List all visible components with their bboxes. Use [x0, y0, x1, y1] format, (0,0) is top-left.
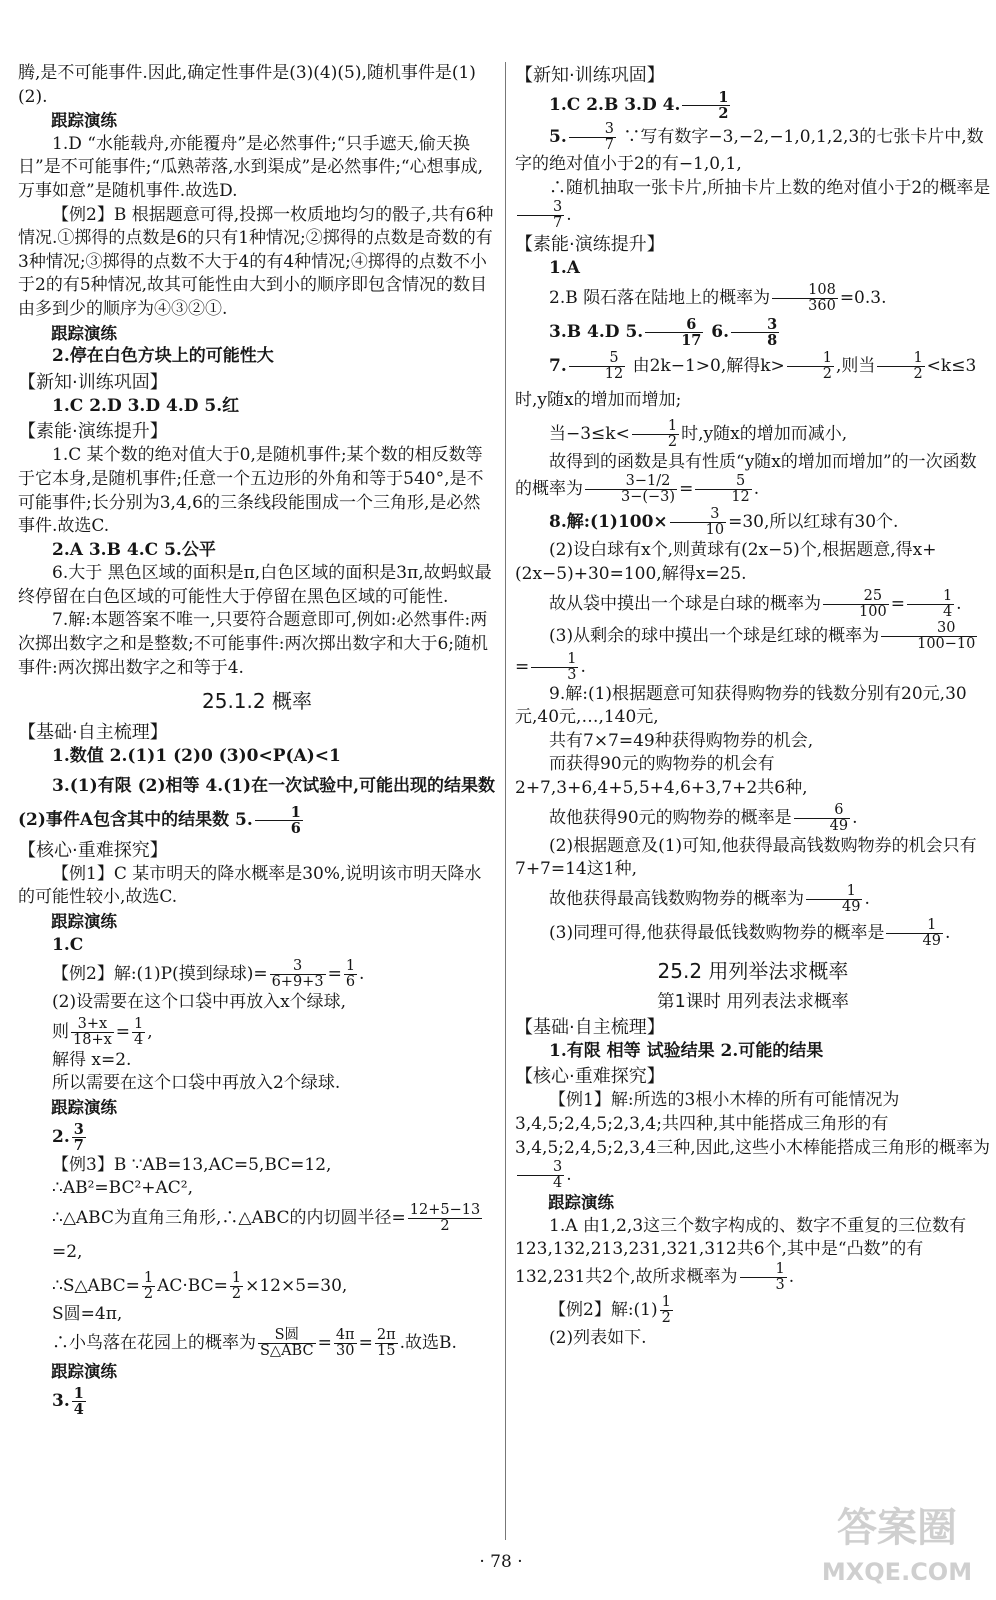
math-line	[515, 916, 991, 950]
numerator: 3−1/2	[585, 474, 677, 490]
section-heading: 25.1.2 概率	[202, 689, 312, 714]
subheading-tracking: 跟踪演练	[51, 323, 117, 343]
fraction	[682, 90, 730, 121]
fraction	[132, 1017, 145, 1048]
math-line: 所以需要在这个口袋中再放入2个绿球.	[52, 1073, 341, 1094]
fraction	[72, 1386, 86, 1417]
denominator: 18+x	[73, 1031, 112, 1048]
fraction	[71, 1017, 114, 1048]
numerator: 1	[877, 351, 924, 367]
denominator: 6+9+3	[271, 974, 324, 991]
text-run: ∴△ABC为直角三角形,∴△ABC的内切圆半径=	[52, 1207, 406, 1228]
text-run: =30,所以红球有30个.	[728, 512, 899, 533]
numerator: 6	[794, 803, 850, 819]
text-run: 7.	[549, 355, 567, 376]
paragraph	[515, 451, 991, 506]
column-divider	[505, 62, 506, 1540]
section-label: 【核心·重难探究】	[18, 839, 168, 861]
numerator: 1	[740, 1262, 787, 1278]
text-run: .	[864, 888, 870, 909]
text-run: 故他获得最高钱数购物券的概率为	[549, 888, 804, 909]
denominator: 2	[667, 433, 678, 450]
text-run: .	[753, 479, 760, 500]
watermark-text: 答案圈	[837, 1505, 957, 1551]
section-label: 【素能·演练提升】	[515, 234, 665, 256]
fraction	[585, 474, 677, 505]
fraction	[375, 1328, 398, 1359]
text-run: .	[359, 964, 365, 985]
numerator: 1	[231, 1269, 242, 1286]
denominator: S△ABC	[260, 1343, 314, 1360]
fraction	[517, 200, 564, 231]
fraction	[806, 884, 862, 915]
page-number: · 78 ·	[479, 1552, 523, 1572]
fraction	[569, 351, 625, 382]
denominator: 7	[73, 1136, 84, 1154]
math-line	[515, 801, 991, 835]
subheading-tracking: 跟踪演练	[51, 1362, 117, 1382]
text-run: .	[566, 205, 572, 226]
text-run: =	[890, 593, 905, 614]
text-run: ∵写有数字−3,−2,−1,0,1,2,3的七张卡片中,数字的绝对值小于2的有−1,0,1,	[515, 127, 984, 174]
fraction	[230, 1271, 243, 1302]
numerator: 1	[345, 958, 356, 975]
text-run: =	[515, 656, 530, 677]
paragraph	[515, 177, 991, 232]
math-line	[18, 1269, 496, 1303]
denominator: 6	[290, 819, 301, 837]
fraction	[670, 507, 726, 538]
paragraph: 共有7×7=49种获得购物券的机会,	[549, 730, 814, 751]
paragraph: 9.解:(1)根据题意可知获得购物券的钱数分别有20元,30元,40元,…,140元,	[515, 683, 967, 728]
numerator: 5	[695, 474, 751, 490]
numerator: 5	[569, 351, 625, 367]
text-run: .	[566, 1165, 572, 1186]
denominator: 2	[143, 1285, 154, 1302]
text-run: 则	[52, 1021, 69, 1042]
fraction	[787, 351, 834, 382]
fraction	[408, 1203, 482, 1234]
section-label: 【新知·训练巩固】	[18, 371, 168, 393]
denominator: 2	[822, 365, 833, 382]
numerator: 1	[255, 805, 303, 821]
paragraph: 1.C 某个数的绝对值大于0,是随机事件;某个数的相反数等于它本身,是随机事件;任意一个五边形的外角和等于540°,是不可能事件;长分别为3,4,6的三条线段能围成一个三角形,是必然事件.故选C.	[18, 445, 484, 537]
numerator: 3	[731, 317, 779, 333]
numerator: 3	[670, 507, 726, 523]
paragraph	[515, 122, 991, 177]
denominator: 2	[718, 105, 729, 122]
text-run: (3)同理可得,他获得最低钱数购物券的概率是	[549, 922, 885, 943]
text-run: 【例2】解:(1)P(摸到绿球)=	[52, 964, 268, 985]
fraction	[907, 589, 954, 620]
numerator: 1	[73, 1384, 84, 1402]
math-line: ∴AB²=BC²+AC²,	[52, 1178, 194, 1199]
section-label: 【基础·自主梳理】	[515, 1016, 665, 1038]
text-run: 2.	[52, 1126, 70, 1147]
paragraph	[515, 1215, 991, 1293]
fraction	[886, 918, 942, 949]
numerator: 3	[517, 200, 564, 216]
math-line: (2)列表如下.	[549, 1327, 647, 1348]
numerator: 1	[661, 1293, 671, 1310]
watermark-logo	[812, 1500, 982, 1592]
denominator: 4	[553, 1175, 563, 1192]
text-run: =2,	[52, 1241, 83, 1262]
fraction	[569, 122, 616, 153]
text-run: 时,y随x的增加而减小,	[681, 423, 848, 444]
paragraph: 腾,是不可能事件.因此,确定性事件是(3)(4)(5),随机事件是(1)(2).	[18, 63, 476, 107]
denominator: 12	[731, 489, 750, 506]
text-run: 【例2】解:(1)	[549, 1299, 658, 1320]
text-run: ×12×5=30,	[245, 1275, 348, 1296]
text-run: 1.A 由1,2,3这三个数字构成的、数字不重复的三位数有123,132,213,231,321,312共6个,其中是“凸数”的有132,231共2个,故所求概率为	[515, 1215, 967, 1287]
denominator: 360	[808, 297, 836, 314]
denominator: 2	[661, 1309, 671, 1326]
text-run: 由2k−1>0,解得k>	[627, 355, 785, 376]
denominator: 49	[842, 898, 861, 915]
denominator: 2	[440, 1217, 450, 1234]
fraction	[877, 351, 924, 382]
paragraph-example-1: 【例1】C 某市明天的降水概率是30%,说明该市明天降水的可能性较小,故选C.	[18, 863, 482, 908]
fraction	[660, 1295, 673, 1326]
answer-line	[515, 281, 991, 315]
paragraph-example-2: 【例2】B 根据题意可得,投掷一枚质地均匀的骰子,共有6种情况.①掷得的点数是6的只有1种情况;②掷得的点数是奇数的有3种情况;③掷得的点数不大于4的有4种情况;④掷得的点数不小于2的有5种情况,故其可能性由大到小的顺序即包含情况的数目由多到少的顺序为④③②①.	[18, 204, 494, 319]
math-line	[515, 882, 991, 916]
fraction	[517, 1160, 564, 1191]
numerator: 1	[143, 1269, 154, 1286]
denominator: 12	[604, 365, 624, 382]
text-run: 【例1】解:所选的3根小木棒的所有可能情况为3,4,5;2,4,5;2,3,4;共四种,其中能搭成三角形的有3,4,5;2,4,5;2,3,4三种,因此,这些小木棒能搭成三角形的概率为	[515, 1090, 991, 1158]
denominator: 3	[775, 1276, 785, 1293]
denominator: 4	[134, 1031, 144, 1048]
numerator: 3	[569, 122, 616, 138]
fraction	[632, 419, 679, 450]
section-label: 【素能·演练提升】	[18, 421, 168, 443]
subheading-tracking: 跟踪演练	[51, 111, 117, 131]
answer-line	[18, 1384, 496, 1418]
section-label: 【核心·重难探究】	[515, 1066, 665, 1088]
answer-line	[18, 1120, 496, 1154]
subheading-tracking: 跟踪演练	[51, 1098, 117, 1117]
answer-line	[515, 315, 991, 349]
math-line	[18, 957, 496, 991]
math-line	[18, 1201, 496, 1269]
denominator: 49	[922, 932, 941, 949]
numerator: 2π	[376, 1327, 396, 1344]
watermark-url: MXQE.COM	[821, 1558, 973, 1586]
text-run: .	[852, 807, 858, 828]
text-run: .	[944, 922, 951, 943]
text-run: 当−3≤k<	[549, 423, 630, 444]
answer-line	[515, 88, 991, 122]
paragraph	[515, 621, 991, 683]
text-run: =	[327, 964, 342, 985]
text-run: 6.	[705, 321, 730, 342]
text-run: <k≤3时,y随x的增加而增加;	[515, 355, 977, 410]
text-run: 5.	[549, 127, 567, 147]
math-line	[515, 505, 991, 539]
answer-line: 1.C 2.D 3.D 4.D 5.红	[52, 395, 240, 416]
fraction	[334, 1328, 357, 1359]
paragraph: 7.解:本题答案不唯一,只要符合题意即可,例如:必然事件:两次掷出数字之和是整数;不可能事件:两次掷出数字和大于6;随机事件:两次掷出数字之和等于4.	[18, 610, 488, 678]
math-line	[515, 587, 991, 621]
numerator: 6	[645, 317, 703, 333]
denominator: 30	[335, 1343, 355, 1360]
denominator: 7	[553, 215, 563, 232]
denominator: 4	[942, 603, 953, 620]
right-column	[515, 62, 991, 1350]
text-run: 8.解:(1)100×	[549, 512, 668, 533]
numerator: 3	[517, 1160, 564, 1176]
text-run: ,则当	[836, 355, 876, 376]
left-column	[18, 62, 496, 1418]
answer-line: 1.A	[549, 258, 580, 279]
fraction	[645, 317, 703, 348]
numerator: 4π	[335, 1327, 355, 1344]
denominator: 49	[829, 817, 849, 834]
numerator: 1	[787, 351, 834, 367]
answer-line: 1.C	[52, 934, 84, 955]
answer-line	[18, 769, 496, 837]
fraction	[772, 283, 838, 314]
denominator: 2	[231, 1285, 242, 1302]
numerator: 12+5−13	[409, 1201, 481, 1218]
subheading-tracking: 跟踪演练	[51, 912, 117, 932]
numerator: 1	[632, 419, 679, 435]
math-line	[18, 1015, 496, 1049]
text-run: (3)从剩余的球中摸出一个球是红球的概率为	[549, 625, 880, 646]
text-run: .	[580, 656, 586, 677]
text-run: ∴随机抽取一张卡片,所抽卡片上数的绝对值小于2的概率是	[549, 177, 991, 198]
text-run: =0.3.	[839, 287, 887, 308]
fraction	[740, 1262, 787, 1293]
fraction	[731, 317, 779, 348]
fraction	[823, 589, 889, 620]
fraction	[142, 1271, 155, 1302]
numerator: 1	[907, 589, 954, 605]
numerator: 108	[772, 283, 838, 299]
math-line	[515, 1293, 991, 1327]
numerator: 1	[886, 918, 942, 934]
text-run: =	[358, 1333, 373, 1354]
paragraph: (2)根据题意及(1)可知,他获得最高钱数购物券的机会只有7+7=14这1种,	[515, 835, 977, 880]
numerator: 3	[73, 1120, 84, 1138]
text-run: 3.(1)有限 (2)相等 4.(1)在一次试验中,可能出现的结果数 (2)事件A包含其中的结果数 5.	[18, 775, 495, 830]
answer-line: 1.数值 2.(1)1 (2)0 (3)0<P(A)<1	[52, 746, 341, 767]
text-run: .	[788, 1266, 795, 1287]
paragraph: 1.D “水能载舟,亦能覆舟”是必然事件;“只手遮天,偷天换日”是不可能事件;“瓜熟蒂落,水到渠成”是必然事件;“心想事成,万事如意”是随机事件.故选D.	[18, 133, 484, 201]
subheading-tracking: 跟踪演练	[548, 1193, 614, 1213]
text-run: .	[956, 593, 962, 614]
numerator: 1	[531, 652, 578, 668]
fraction	[72, 1122, 86, 1153]
text-run: 2.B 陨石落在陆地上的概率为	[549, 287, 771, 308]
lesson-heading: 第1课时 用列表法求概率	[657, 991, 849, 1012]
math-line: 【例3】B ∵AB=13,AC=5,BC=12,	[52, 1154, 332, 1175]
fraction	[695, 474, 751, 505]
section-label: 【基础·自主梳理】	[18, 722, 168, 744]
text-run: =	[679, 479, 694, 500]
text-run: 3.	[52, 1390, 70, 1411]
denominator: 100−10	[917, 635, 976, 652]
fraction	[344, 959, 357, 990]
fraction	[258, 1328, 316, 1359]
denominator: 2	[913, 365, 923, 382]
fraction	[270, 959, 326, 990]
math-line: 解得 x=2.	[52, 1049, 132, 1070]
paragraph-example-1	[515, 1089, 991, 1191]
fraction	[881, 621, 977, 652]
paragraph	[515, 349, 991, 417]
text-run: 故得到的函数是具有性质“y随x的增加而增加”的一次函数的概率为	[515, 451, 977, 500]
paragraph: 6.大于 黑色区域的面积是π,白色区域的面积是3π,故蚂蚁最终停留在白色区域的可能性大于停留在黑色区域的可能性.	[18, 563, 492, 607]
numerator: 1	[682, 90, 730, 106]
numerator: 1	[806, 884, 862, 900]
numerator: 3	[270, 959, 326, 975]
numerator: 3+x	[71, 1017, 114, 1033]
math-line: (2)设需要在这个口袋中再放入x个绿球,	[52, 992, 347, 1013]
text-run: 故从袋中摸出一个球是白球的概率为	[549, 593, 821, 614]
math-line	[515, 417, 991, 451]
math-line: S圆=4π,	[52, 1303, 123, 1324]
denominator: 15	[377, 1343, 396, 1360]
math-line	[18, 1326, 496, 1360]
denominator: 10	[705, 522, 725, 539]
fraction	[255, 805, 303, 836]
text-run: ,	[147, 1021, 153, 1042]
section-label: 【新知·训练巩固】	[515, 65, 665, 86]
denominator: 4	[73, 1400, 84, 1418]
denominator: 3	[567, 666, 577, 683]
denominator: 100	[859, 603, 887, 620]
text-run: ∴S△ABC=	[52, 1275, 140, 1296]
numerator: 1	[134, 1015, 144, 1032]
text-run: =	[115, 1021, 131, 1042]
denominator: 6	[345, 974, 356, 991]
numerator: S圆	[258, 1328, 316, 1344]
text-run: 3.B 4.D 5.	[549, 321, 644, 342]
section-heading: 25.2 用列举法求概率	[657, 958, 849, 983]
text-run: 故他获得90元的购物券的概率是	[549, 807, 792, 828]
text-run: AC·BC=	[157, 1275, 228, 1296]
denominator: 17	[681, 331, 702, 349]
denominator: 3−(−3)	[621, 489, 676, 506]
text-run: =	[317, 1333, 332, 1354]
fraction	[794, 803, 850, 834]
paragraph: 而获得90元的购物券的机会有2+7,3+6,4+5,5+4,6+3,7+2共6种,	[515, 754, 808, 798]
numerator: 30	[881, 621, 977, 637]
text-run: ∴小鸟落在花园上的概率为	[52, 1333, 256, 1354]
text-run: .故选B.	[399, 1333, 457, 1354]
denominator: 7	[604, 137, 614, 153]
answer-line: 1.有限 相等 试验结果 2.可能的结果	[549, 1040, 824, 1061]
answer-line: 2.A 3.B 4.C 5.公平	[52, 539, 216, 560]
denominator: 8	[767, 331, 778, 349]
numerator: 25	[823, 589, 889, 605]
fraction	[531, 652, 578, 683]
paragraph: (2)设白球有x个,则黄球有(2x−5)个,根据题意,得x+(2x−5)+30=100,解得x=25.	[515, 540, 937, 584]
paragraph: 2.停在白色方块上的可能性大	[52, 346, 274, 367]
text-run: 1.C 2.B 3.D 4.	[549, 95, 681, 115]
